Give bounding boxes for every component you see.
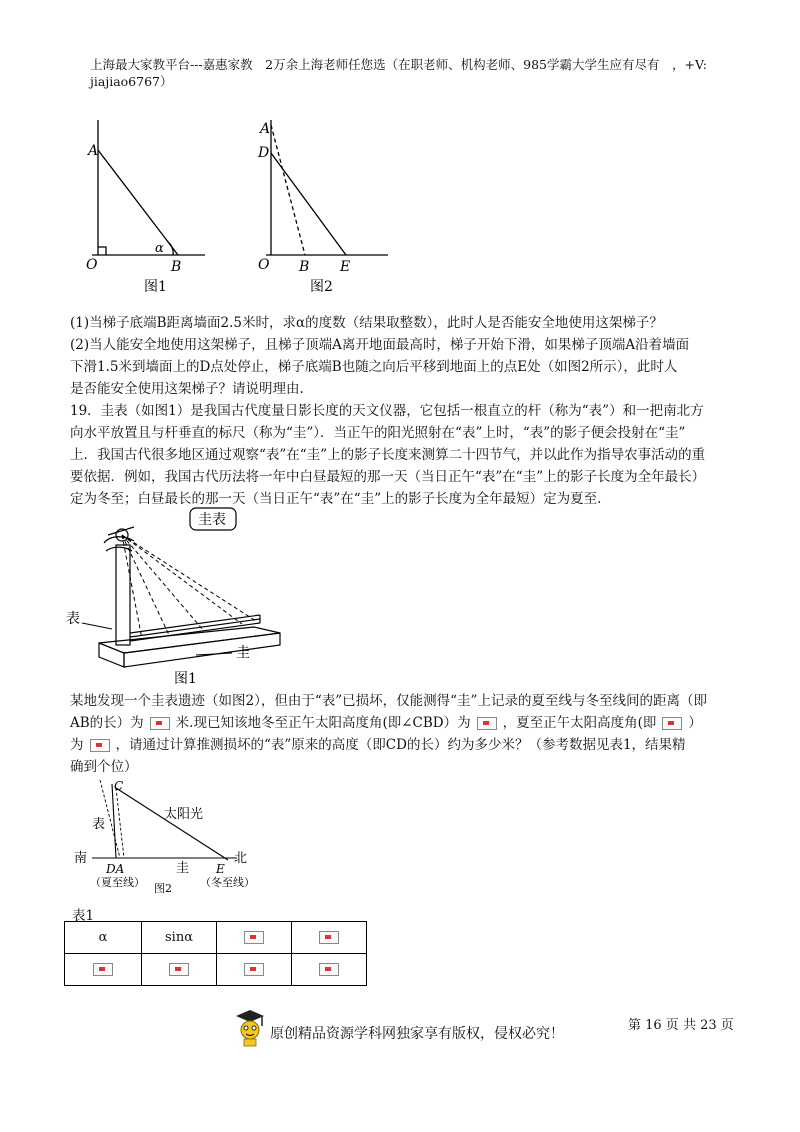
fig1-label-B: B xyxy=(171,259,182,275)
broken-image-icon xyxy=(319,931,339,944)
q19-line3: 上．我国古代很多地区通过观察“表”在“圭”上的影子长度来测算二十四节气，并以此作为指导农事活动的重 xyxy=(70,447,706,463)
q19b-line2-b: 米.现已知该地冬至正午太阳高度角(即∠CBD）为 xyxy=(175,715,471,731)
fig1-label-A: A xyxy=(88,143,99,159)
fig1-caption: 图1 xyxy=(144,279,167,295)
fig2b-label-south: 南 xyxy=(74,851,88,866)
broken-image-icon xyxy=(93,963,113,976)
q19b-line2 xyxy=(70,712,740,734)
table-cell xyxy=(217,954,292,986)
table-cell xyxy=(65,954,142,986)
broken-image-icon xyxy=(169,963,189,976)
ladder-figures xyxy=(70,115,390,305)
mascot-icon xyxy=(232,1008,266,1048)
table-row xyxy=(65,954,367,986)
fig2b-label-C: C xyxy=(114,779,124,793)
q18-part2-line3: 是否能安全使用这架梯子？请说明理由. xyxy=(70,381,304,397)
broken-image-icon xyxy=(244,931,264,944)
header-line-2: jiajiao6767） xyxy=(90,74,173,89)
broken-image-icon xyxy=(477,717,497,730)
broken-image-icon xyxy=(244,963,264,976)
guibiao-caption: 图1 xyxy=(174,671,197,685)
q19b-line2-a: AB的长）为 xyxy=(70,715,144,731)
fig2b-winter-line: （冬至线） xyxy=(200,876,255,889)
fig1-label-alpha: α xyxy=(155,241,164,256)
q19b-line3-b: ，请通过计算推测损坏的“表”原来的高度（即CD的长）约为多少米？（参考数据见表1，结果精 xyxy=(115,737,686,753)
q19b-line3-a: 为 xyxy=(70,737,84,753)
guibiao-label-biao: 表 xyxy=(66,611,80,627)
copyright-notice: 原创精品资源学科网独家享有版权，侵权必究！ xyxy=(270,1026,564,1042)
broken-image-icon xyxy=(150,717,170,730)
fig2-caption: 图2 xyxy=(310,279,333,295)
q19b-line4: 确到个位） xyxy=(70,759,138,775)
table-cell xyxy=(142,954,217,986)
fig2b-summer-line: （夏至线） xyxy=(90,876,145,889)
sun-angle-figure xyxy=(72,778,272,903)
fig2b-label-DA: DA xyxy=(106,862,125,876)
fig2b-label-biao: 表 xyxy=(92,817,106,832)
fig2-label-B: B xyxy=(299,259,310,275)
table-cell xyxy=(217,922,292,954)
table-header-sin: sinα xyxy=(142,922,217,954)
q19-line4: 要依据．例如，我国古代历法将一年中白昼最短的那一天（当日正午“表”在“圭”上的影子长度为全年最长） xyxy=(70,469,706,485)
table-row xyxy=(65,922,367,954)
fig2-label-A: A xyxy=(260,121,271,137)
q19b-line2-d: ） xyxy=(688,715,702,731)
q18-part1: (1)当梯子底端B距离墙面2.5米时，求α的度数（结果取整数），此时人是否能安全地使用这架梯子？ xyxy=(70,315,663,331)
q19-line1: 19．圭表（如图1）是我国古代度量日影长度的天文仪器，它包括一根直立的杆（称为“表”）和一把南北方 xyxy=(70,403,704,419)
q19b-line1: 某地发现一个圭表遗迹（如图2），但由于“表”已损坏，仅能测得“圭”上记录的夏至线与冬至线间的距离（即 xyxy=(70,693,707,709)
biao-pointer xyxy=(82,623,112,629)
fig2b-label-north: 北 xyxy=(234,851,248,866)
header-line-1: 上海最大家教平台---嘉惠家教 2万余上海老师任您选（在职老师、机构老师、985学霸大学生应有尽有 ，+V: xyxy=(90,57,707,72)
fig2b-label-E: E xyxy=(216,862,225,876)
table-cell xyxy=(292,922,367,954)
guibiao-title: 圭表 xyxy=(198,512,226,528)
fig2-label-O: O xyxy=(258,257,270,273)
guibiao-figure xyxy=(64,505,284,685)
guibiao-label-gui: 圭 xyxy=(236,645,250,661)
table-cell xyxy=(292,954,367,986)
reference-table xyxy=(64,921,367,986)
broken-image-icon xyxy=(90,739,110,752)
broken-image-icon xyxy=(662,717,682,730)
fig2b-label-sunlight: 太阳光 xyxy=(164,807,204,822)
q19b-line2-c: ，夏至正午太阳高度角(即 xyxy=(502,715,657,731)
fig2-label-D: D xyxy=(258,145,270,161)
page-number: 第 16 页 共 23 页 xyxy=(628,1018,734,1033)
question-19 xyxy=(70,400,740,510)
q19-line5: 定为冬至；白昼最长的那一天（当日正午“表”在“圭”上的影子长度为全年最短）定为夏至. xyxy=(70,491,602,507)
broken-image-icon xyxy=(319,963,339,976)
fig1-label-O: O xyxy=(86,257,98,273)
fig2b-caption: 图2 xyxy=(154,882,172,895)
q18-part2-line1: (2)当人能安全地使用这架梯子，且梯子顶端A离开地面最高时，梯子开始下滑，如果梯子顶端A沿着墙面 xyxy=(70,337,690,353)
question-19-problem xyxy=(70,690,740,778)
question-18 xyxy=(70,312,740,400)
fig2-label-E: E xyxy=(340,259,351,275)
page-header xyxy=(90,56,730,90)
q19b-line3 xyxy=(70,734,740,756)
table-header-alpha: α xyxy=(65,922,142,954)
table-1-label: 表1 xyxy=(72,908,95,924)
q18-part2-line2: 下滑1.5米到墙面上的D点处停止，梯子底端B也随之向后平移到地面上的点E处（如图2所示），此时人 xyxy=(70,359,678,375)
fig2b-label-gui: 圭 xyxy=(176,861,190,876)
q19-line2: 向水平放置且与杆垂直的标尺（称为“圭”）．当正午的阳光照射在“表”上时，“表”的影子便会投射在“圭” xyxy=(70,425,686,441)
